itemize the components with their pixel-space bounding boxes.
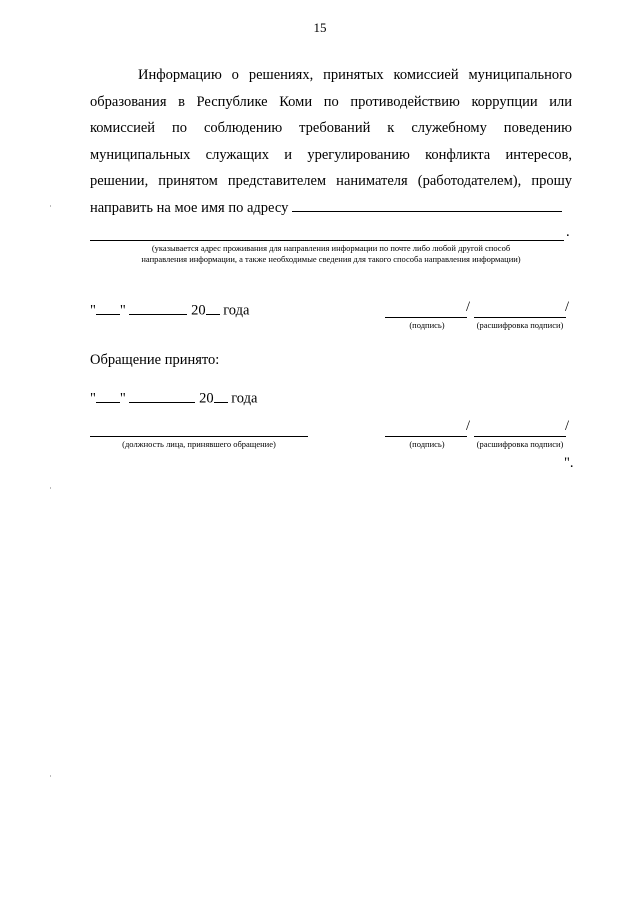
accepted-title: Обращение принято: (90, 352, 220, 368)
date-quote-close: " (119, 302, 126, 319)
scan-mark (50, 205, 51, 207)
date-quote-close: " (119, 390, 126, 407)
request-paragraph (90, 62, 572, 221)
signature-slash: / (565, 418, 570, 434)
address-end-dot: . (566, 224, 570, 240)
signature-slash: / (466, 299, 471, 315)
address-field-line[interactable] (292, 196, 562, 212)
page-number: 15 (313, 20, 327, 35)
signature-slash: / (466, 418, 471, 434)
signature-decode-label: (расшифровка подписи) (476, 439, 564, 449)
address-hint-1: (указывается адрес проживания для направления информации по почте либо любой другой способ (151, 243, 511, 253)
day-field[interactable] (96, 299, 120, 315)
signature-line-1[interactable] (385, 317, 467, 318)
paragraph-line: образования в Республике Коми по противодействию коррупции или (90, 93, 572, 110)
signature-label: (подпись) (409, 439, 445, 449)
year-suffix: года (223, 302, 250, 319)
address-request-text: направить на мое имя по адресу (90, 199, 289, 216)
signature-decode-line-1[interactable] (474, 317, 566, 318)
day-field[interactable] (96, 387, 120, 403)
paragraph-line: решении, принятом представителем нанимателя (работодателем), прошу (90, 173, 572, 189)
date-quote-open: " (90, 302, 96, 319)
month-field[interactable] (129, 387, 195, 403)
year-field[interactable] (214, 387, 228, 403)
position-field-line[interactable] (90, 436, 308, 437)
scan-mark (50, 487, 51, 489)
year-prefix: 20 (199, 390, 214, 407)
paragraph-line: Информацию о решениях, принятых комиссией муниципального (138, 67, 572, 83)
paragraph-line: комиссией по соблюдению требований к служебному поведению (90, 120, 572, 136)
position-label: (должность лица, принявшего обращение) (122, 439, 276, 449)
signature-slash: / (565, 299, 570, 315)
closing-quote: ". (564, 455, 574, 471)
date-quote-open: " (90, 390, 96, 407)
address-hint-2: направления информации, а также необходимые сведения для такого способа направления информации) (141, 254, 521, 264)
paragraph-line-last (90, 195, 572, 222)
scan-mark (50, 775, 51, 777)
year-prefix: 20 (191, 302, 206, 319)
signature-decode-line-2[interactable] (474, 436, 566, 437)
date-2 (90, 387, 257, 408)
month-field[interactable] (129, 299, 187, 315)
signature-line-2[interactable] (385, 436, 467, 437)
paragraph-line: муниципальных служащих и урегулированию конфликта интересов, (90, 146, 572, 163)
signature-decode-label: (расшифровка подписи) (476, 320, 564, 330)
signature-label: (подпись) (409, 320, 445, 330)
year-field[interactable] (206, 299, 220, 315)
year-suffix: года (231, 390, 258, 407)
date-1 (90, 299, 249, 320)
address-field-line-2[interactable] (90, 240, 564, 241)
